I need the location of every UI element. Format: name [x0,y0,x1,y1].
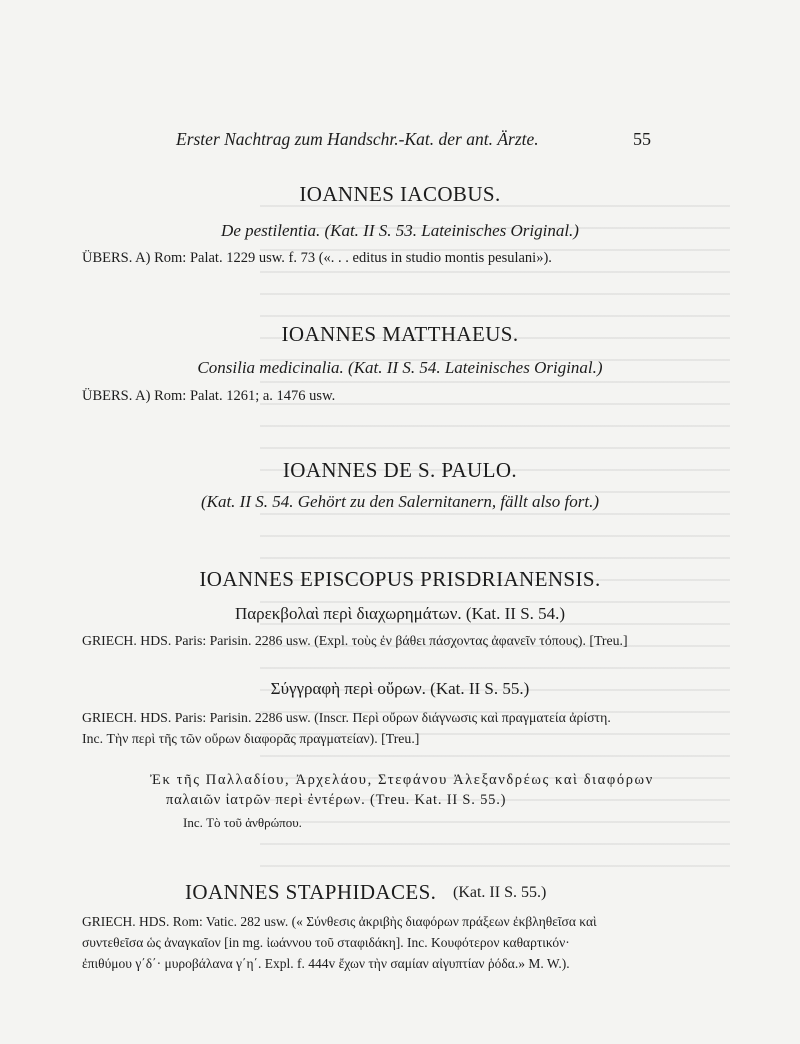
greek-title-line: παλαιῶν ἰατρῶν περὶ ἐντέρων. (Treu. Kat. II S. 55.) [166,792,507,808]
work-line: Σύγγραφὴ περὶ οὔρων. (Kat. II S. 55.) [270,679,530,698]
manuscript-line: GRIECH. HDS. Rom: Vatic. 282 usw. (« Σύνθεσις ἀκριβὴς διαφόρων πράξεων ἐκβληθεῖσα καὶ [82,914,597,929]
page-number: 55 [633,129,651,149]
manuscript-line: συντεθεῖσα ὡς ἀναγκαῖον [in mg. ἰωάννου τοῦ σταφιδάκη]. Inc. Κουφότερον καθαρτικόν· [82,935,570,950]
manuscript-line: ÜBERS. A) Rom: Palat. 1261; a. 1476 usw. [82,388,336,404]
running-title: Erster Nachtrag zum Handschr.-Kat. der ant. Ärzte. [176,129,539,149]
running-header [0,129,800,153]
entry-title: IOANNES IACOBUS. [299,182,501,206]
manuscript-line: ἐπιθύμου γ΄δ΄· μυροβάλανα γ΄η΄. Expl. f. 444v ἔχων τὴν σαμίαν αἰγυπτίαν ῥόδα.» M. W.). [82,956,570,971]
work-line: Παρεκβολαὶ περὶ διαχωρημάτων. (Kat. II S. 54.) [234,604,566,623]
entry-title-ref: (Kat. II S. 55.) [453,884,547,901]
manuscript-line: GRIECH. HDS. Paris: Parisin. 2286 usw. (Inscr. Περὶ οὔρων διάγνωσις καὶ πραγματεία ἀρίστη. [82,710,611,725]
manuscript-line: GRIECH. HDS. Paris: Parisin. 2286 usw. (Expl. τοὺς ἐν βάθει πάσχοντας ἀφανεῖν τόπους). [Treu.] [82,633,628,648]
work-line: Consilia medicinalia. (Kat. II S. 54. Lateinisches Original.) [197,358,603,377]
work-line: De pestilentia. (Kat. II S. 53. Lateinisches Original.) [221,221,579,240]
entry-title: IOANNES STAPHIDACES. [185,880,437,904]
greek-title-line: Ἐκ τῆς Παλλαδίου, Ἀρχελάου, Στεφάνου Ἀλεξανδρέως καὶ διαφόρων [150,772,654,788]
work-line: (Kat. II S. 54. Gehört zu den Salernitanern, fällt also fort.) [200,492,600,511]
manuscript-line: Inc. Τὴν περὶ τῆς τῶν οὔρων διαφορᾶς πραγματείαν). [Treu.] [82,731,420,746]
entry-title: IOANNES EPISCOPUS PRISDRIANENSIS. [199,567,601,591]
incipit-line: Inc. Τὸ τοῦ ἀνθρώπου. [183,815,302,830]
entry-title: IOANNES DE S. PAULO. [282,458,518,482]
entry-title: IOANNES MATTHAEUS. [281,322,519,346]
manuscript-line: ÜBERS. A) Rom: Palat. 1229 usw. f. 73 («. . . editus in studio montis pesulani»). [82,250,552,266]
